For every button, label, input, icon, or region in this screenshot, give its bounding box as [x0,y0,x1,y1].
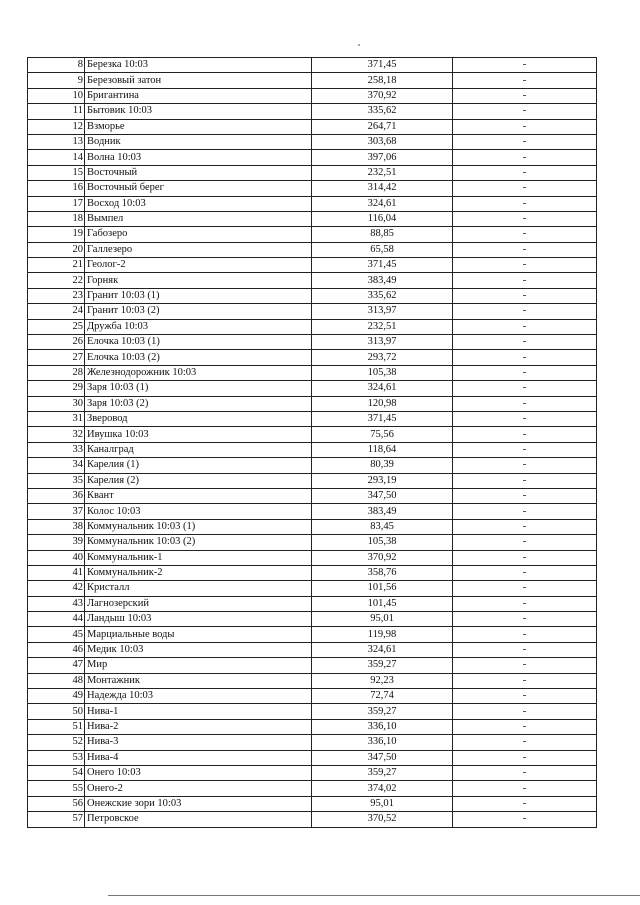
row-number: 23 [28,288,85,303]
row-name: Дружба 10:03 [85,319,312,334]
row-value: 313,97 [312,335,453,350]
row-number: 16 [28,181,85,196]
row-value: 359,27 [312,704,453,719]
row-note: - [453,658,597,673]
table-row [28,504,597,519]
row-value: 83,45 [312,519,453,534]
row-number: 32 [28,427,85,442]
table-row [28,288,597,303]
row-number: 26 [28,335,85,350]
row-value: 72,74 [312,689,453,704]
row-value: 383,49 [312,504,453,519]
row-number: 31 [28,411,85,426]
row-note: - [453,535,597,550]
row-name: Лагнозерский [85,596,312,611]
row-value: 383,49 [312,273,453,288]
row-number: 45 [28,627,85,642]
row-value: 95,01 [312,796,453,811]
row-note: - [453,488,597,503]
row-number: 19 [28,227,85,242]
row-note: - [453,719,597,734]
table-row [28,750,597,765]
row-name: Габозеро [85,227,312,242]
row-name: Восход 10:03 [85,196,312,211]
row-name: Мир [85,658,312,673]
row-value: 80,39 [312,458,453,473]
row-note: - [453,735,597,750]
table-row [28,673,597,688]
table-row [28,273,597,288]
table-row [28,796,597,811]
row-note: - [453,473,597,488]
table-row [28,765,597,780]
table-row [28,719,597,734]
row-value: 264,71 [312,119,453,134]
row-number: 13 [28,134,85,149]
row-note: - [453,550,597,565]
row-name: Нива-4 [85,750,312,765]
page-speck [358,44,360,46]
row-number: 8 [28,58,85,73]
row-name: Зверовод [85,411,312,426]
row-note: - [453,427,597,442]
row-number: 40 [28,550,85,565]
row-name: Бытовик 10:03 [85,104,312,119]
row-name: Коммунальник-1 [85,550,312,565]
row-value: 118,64 [312,442,453,457]
row-number: 18 [28,211,85,226]
row-number: 24 [28,304,85,319]
row-number: 35 [28,473,85,488]
table-row [28,211,597,226]
row-name: Елочка 10:03 (2) [85,350,312,365]
row-note: - [453,612,597,627]
row-value: 347,50 [312,488,453,503]
table-row [28,335,597,350]
row-name: Восточный [85,165,312,180]
row-note: - [453,258,597,273]
row-note: - [453,750,597,765]
row-value: 101,45 [312,596,453,611]
row-value: 120,98 [312,396,453,411]
table-row [28,396,597,411]
row-note: - [453,196,597,211]
row-name: Вымпел [85,211,312,226]
row-note: - [453,273,597,288]
row-number: 25 [28,319,85,334]
row-note: - [453,119,597,134]
data-table [27,57,597,828]
row-number: 57 [28,812,85,827]
row-number: 47 [28,658,85,673]
row-value: 358,76 [312,565,453,580]
row-value: 336,10 [312,719,453,734]
row-number: 11 [28,104,85,119]
row-note: - [453,288,597,303]
row-note: - [453,519,597,534]
row-note: - [453,335,597,350]
table-row [28,781,597,796]
row-name: Заря 10:03 (1) [85,381,312,396]
row-note: - [453,319,597,334]
row-name: Петровское [85,812,312,827]
row-name: Медик 10:03 [85,642,312,657]
row-name: Гранит 10:03 (1) [85,288,312,303]
row-note: - [453,181,597,196]
row-name: Колос 10:03 [85,504,312,519]
row-number: 54 [28,765,85,780]
table-row [28,319,597,334]
table-row [28,689,597,704]
row-note: - [453,704,597,719]
row-name: Елочка 10:03 (1) [85,335,312,350]
row-value: 232,51 [312,319,453,334]
row-value: 65,58 [312,242,453,257]
row-value: 335,62 [312,288,453,303]
row-value: 293,72 [312,350,453,365]
row-note: - [453,504,597,519]
row-number: 15 [28,165,85,180]
row-number: 46 [28,642,85,657]
row-note: - [453,104,597,119]
table-body [28,58,597,828]
row-value: 92,23 [312,673,453,688]
table-row [28,550,597,565]
row-note: - [453,458,597,473]
row-name: Коммунальник 10:03 (2) [85,535,312,550]
row-number: 41 [28,565,85,580]
row-value: 105,38 [312,365,453,380]
row-value: 371,45 [312,411,453,426]
row-value: 75,56 [312,427,453,442]
row-value: 88,85 [312,227,453,242]
table-row [28,658,597,673]
table-row [28,519,597,534]
row-value: 232,51 [312,165,453,180]
row-value: 336,10 [312,735,453,750]
table-row [28,73,597,88]
table-row [28,165,597,180]
table-row [28,134,597,149]
table-row [28,642,597,657]
table-row [28,473,597,488]
row-name: Онего 10:03 [85,765,312,780]
row-value: 370,52 [312,812,453,827]
row-note: - [453,781,597,796]
row-number: 20 [28,242,85,257]
row-name: Кристалл [85,581,312,596]
row-name: Березовый затон [85,73,312,88]
row-number: 37 [28,504,85,519]
row-value: 370,92 [312,88,453,103]
row-name: Коммунальник 10:03 (1) [85,519,312,534]
row-number: 36 [28,488,85,503]
table-row [28,350,597,365]
table-row [28,612,597,627]
row-name: Взморье [85,119,312,134]
row-value: 303,68 [312,134,453,149]
row-value: 101,56 [312,581,453,596]
row-number: 56 [28,796,85,811]
row-value: 313,97 [312,304,453,319]
row-note: - [453,673,597,688]
table-row [28,242,597,257]
row-name: Карелия (1) [85,458,312,473]
row-number: 52 [28,735,85,750]
row-value: 359,27 [312,658,453,673]
row-note: - [453,211,597,226]
row-name: Ландыш 10:03 [85,612,312,627]
row-name: Монтажник [85,673,312,688]
row-name: Восточный берег [85,181,312,196]
row-note: - [453,304,597,319]
table-row [28,88,597,103]
row-value: 293,19 [312,473,453,488]
row-name: Карелия (2) [85,473,312,488]
row-name: Надежда 10:03 [85,689,312,704]
table-row [28,411,597,426]
row-number: 49 [28,689,85,704]
row-note: - [453,381,597,396]
row-number: 34 [28,458,85,473]
row-number: 9 [28,73,85,88]
table-row [28,104,597,119]
row-name: Нива-2 [85,719,312,734]
row-number: 43 [28,596,85,611]
row-number: 21 [28,258,85,273]
row-note: - [453,581,597,596]
row-note: - [453,242,597,257]
row-name: Ивушка 10:03 [85,427,312,442]
row-name: Гранит 10:03 (2) [85,304,312,319]
row-number: 42 [28,581,85,596]
row-name: Бригантина [85,88,312,103]
row-note: - [453,596,597,611]
row-name: Квант [85,488,312,503]
row-number: 53 [28,750,85,765]
table-row [28,581,597,596]
row-number: 50 [28,704,85,719]
row-number: 10 [28,88,85,103]
row-number: 38 [28,519,85,534]
table-row [28,227,597,242]
row-value: 119,98 [312,627,453,642]
row-note: - [453,796,597,811]
row-value: 370,92 [312,550,453,565]
table-row [28,442,597,457]
row-note: - [453,73,597,88]
row-number: 55 [28,781,85,796]
row-note: - [453,689,597,704]
row-value: 95,01 [312,612,453,627]
row-value: 397,06 [312,150,453,165]
row-name: Березка 10:03 [85,58,312,73]
row-number: 30 [28,396,85,411]
table-row [28,381,597,396]
table-row [28,181,597,196]
row-value: 324,61 [312,196,453,211]
row-value: 347,50 [312,750,453,765]
row-value: 324,61 [312,381,453,396]
row-name: Марциальные воды [85,627,312,642]
table-row [28,150,597,165]
row-number: 29 [28,381,85,396]
row-name: Нива-3 [85,735,312,750]
table-row [28,58,597,73]
row-number: 12 [28,119,85,134]
table-row [28,812,597,827]
row-value: 359,27 [312,765,453,780]
row-name: Коммунальник-2 [85,565,312,580]
row-value: 314,42 [312,181,453,196]
row-name: Заря 10:03 (2) [85,396,312,411]
table-row [28,427,597,442]
row-value: 335,62 [312,104,453,119]
row-note: - [453,165,597,180]
row-number: 14 [28,150,85,165]
table-row [28,596,597,611]
row-note: - [453,365,597,380]
table-row [28,488,597,503]
table-row [28,735,597,750]
row-note: - [453,150,597,165]
table-row [28,119,597,134]
row-note: - [453,442,597,457]
row-name: Железнодорожник 10:03 [85,365,312,380]
row-name: Водник [85,134,312,149]
row-value: 258,18 [312,73,453,88]
row-name: Каналград [85,442,312,457]
row-value: 116,04 [312,211,453,226]
row-number: 44 [28,612,85,627]
row-number: 33 [28,442,85,457]
row-number: 27 [28,350,85,365]
row-number: 39 [28,535,85,550]
table-row [28,458,597,473]
row-note: - [453,565,597,580]
table-row [28,304,597,319]
table-row [28,258,597,273]
row-value: 105,38 [312,535,453,550]
row-name: Нива-1 [85,704,312,719]
table-row [28,196,597,211]
table-row [28,565,597,580]
table-row [28,627,597,642]
row-note: - [453,227,597,242]
row-note: - [453,411,597,426]
row-name: Горняк [85,273,312,288]
row-note: - [453,812,597,827]
row-number: 51 [28,719,85,734]
row-note: - [453,88,597,103]
row-name: Онего-2 [85,781,312,796]
row-name: Онежские зори 10:03 [85,796,312,811]
row-value: 371,45 [312,258,453,273]
table-row [28,535,597,550]
row-note: - [453,134,597,149]
row-note: - [453,350,597,365]
row-number: 48 [28,673,85,688]
row-note: - [453,627,597,642]
row-note: - [453,765,597,780]
row-number: 17 [28,196,85,211]
row-value: 371,45 [312,58,453,73]
row-name: Волна 10:03 [85,150,312,165]
row-note: - [453,58,597,73]
row-note: - [453,396,597,411]
row-note: - [453,642,597,657]
row-number: 28 [28,365,85,380]
row-value: 374,02 [312,781,453,796]
table-row [28,365,597,380]
row-name: Геолог-2 [85,258,312,273]
table-row [28,704,597,719]
row-value: 324,61 [312,642,453,657]
bottom-divider [108,895,640,896]
row-name: Галлезеро [85,242,312,257]
row-number: 22 [28,273,85,288]
